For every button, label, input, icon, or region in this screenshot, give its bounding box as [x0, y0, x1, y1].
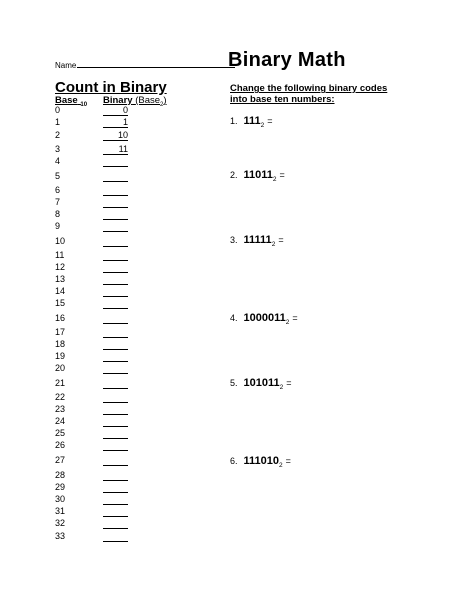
question-number: 1.: [230, 116, 238, 126]
base10-value: 13: [55, 274, 66, 284]
binary-answer-blank[interactable]: 1: [103, 117, 128, 128]
equals-sign: =: [279, 170, 285, 180]
question-item: [230, 115, 273, 129]
question-number: 3.: [230, 235, 238, 245]
change-heading: [230, 83, 387, 105]
base-subscript: 2: [285, 319, 290, 327]
binary-answer-blank[interactable]: [103, 470, 128, 481]
question-number: 6.: [230, 456, 238, 466]
name-blank[interactable]: [77, 59, 235, 68]
binary-answer-blank[interactable]: [103, 416, 128, 427]
binary-code: 11111: [243, 234, 272, 246]
base10-value: 15: [55, 298, 66, 308]
base10-value: 2: [55, 130, 61, 140]
base10-value: 32: [55, 518, 66, 528]
equals-sign: =: [267, 116, 273, 126]
count-heading: Count in Binary: [55, 79, 167, 96]
binary-answer-blank[interactable]: 0: [103, 105, 128, 116]
binary-answer-blank[interactable]: [103, 339, 128, 350]
binary-answer-blank[interactable]: [103, 363, 128, 374]
page-title: Binary Math: [228, 49, 346, 71]
base10-value: 18: [55, 339, 66, 349]
base-subscript: 2: [279, 384, 284, 392]
binary-answer-blank[interactable]: [103, 250, 128, 261]
base10-value: 24: [55, 416, 66, 426]
base10-value: 5: [55, 171, 61, 181]
base10-value: 20: [55, 363, 66, 373]
base10-value: 17: [55, 327, 66, 337]
base10-value: 9: [55, 221, 61, 231]
binary-answer-blank[interactable]: [103, 209, 128, 220]
base10-value: 10: [55, 236, 66, 246]
base-subscript: 2: [271, 241, 276, 249]
binary-code: 11011: [243, 169, 273, 181]
binary-answer-blank[interactable]: [103, 185, 128, 196]
binary-answer-blank[interactable]: 10: [103, 130, 128, 141]
binary-answer-blank[interactable]: [103, 262, 128, 273]
base10-value: 6: [55, 185, 61, 195]
binary-sub: 2: [160, 101, 164, 108]
binary-answer-blank[interactable]: [103, 327, 128, 338]
base10-value: 27: [55, 455, 66, 465]
question-item: [230, 455, 291, 469]
equals-sign: =: [292, 313, 298, 323]
name-label: Name: [55, 61, 77, 70]
base10-value: 30: [55, 494, 66, 504]
question-item: [230, 234, 284, 248]
equals-sign: =: [286, 378, 292, 388]
binary-answer-blank[interactable]: [103, 518, 128, 529]
binary-answer-blank[interactable]: [103, 428, 128, 439]
base10-value: 29: [55, 482, 66, 492]
base10-value: 33: [55, 531, 66, 541]
binary-answer-blank[interactable]: [103, 440, 128, 451]
binary-answer-blank[interactable]: [103, 171, 128, 182]
binary-answer-blank[interactable]: [103, 494, 128, 505]
binary-code: 111010: [243, 455, 280, 467]
question-number: 2.: [230, 170, 238, 180]
binary-answer-blank[interactable]: [103, 236, 128, 247]
question-number: 4.: [230, 313, 238, 323]
base10-value: 21: [55, 378, 66, 388]
base10-value: 3: [55, 144, 61, 154]
binary-answer-blank[interactable]: [103, 455, 128, 466]
binary-answer-blank[interactable]: [103, 482, 128, 493]
base10-value: 25: [55, 428, 66, 438]
binary-answer-blank[interactable]: [103, 221, 128, 232]
base10-sub: 10: [80, 101, 88, 108]
binary-paren: (Base: [135, 95, 161, 106]
binary-answer-blank[interactable]: [103, 378, 128, 389]
base-subscript: 2: [279, 462, 283, 470]
binary-close: ): [163, 95, 167, 106]
name-field[interactable]: [55, 59, 235, 70]
base10-value: 7: [55, 197, 61, 207]
equals-sign: =: [285, 456, 291, 466]
binary-answer-blank[interactable]: [103, 351, 128, 362]
change-heading-line2: into base ten numbers:: [230, 94, 335, 105]
base10-value: 26: [55, 440, 66, 450]
base10-value: 8: [55, 209, 61, 219]
change-heading-line1: Change the following binary codes: [230, 83, 388, 94]
binary-answer-blank[interactable]: [103, 313, 128, 324]
binary-answer-blank[interactable]: [103, 298, 128, 309]
base10-value: 23: [55, 404, 66, 414]
binary-answer-blank[interactable]: [103, 404, 128, 415]
binary-answer-blank[interactable]: [103, 286, 128, 297]
base10-value: 14: [55, 286, 66, 296]
base10-value: 1: [55, 117, 61, 127]
binary-answer-blank[interactable]: [103, 392, 128, 403]
question-item: [230, 169, 285, 183]
binary-code: 111: [243, 115, 261, 127]
binary-answer-blank[interactable]: [103, 197, 128, 208]
question-item: [230, 377, 292, 391]
base10-value: 19: [55, 351, 66, 361]
base10-value: 12: [55, 262, 66, 272]
base10-value: 31: [55, 506, 66, 516]
binary-answer-blank[interactable]: [103, 531, 128, 542]
binary-code: 101011: [243, 377, 280, 389]
binary-answer-blank[interactable]: 11: [103, 144, 128, 155]
base10-value: 28: [55, 470, 66, 480]
equals-sign: =: [278, 235, 284, 245]
binary-code: 1000011: [243, 312, 286, 324]
base10-label: Base: [55, 95, 78, 106]
binary-answer-blank[interactable]: [103, 506, 128, 517]
base-subscript: 2: [272, 176, 277, 184]
question-number: 5.: [230, 378, 238, 388]
base10-value: 11: [55, 250, 65, 260]
base10-value: 4: [55, 156, 61, 166]
base10-value: 0: [55, 105, 61, 115]
binary-label: Binary: [103, 95, 133, 106]
binary-answer-blank[interactable]: [103, 156, 128, 167]
question-item: [230, 312, 298, 326]
base10-value: 16: [55, 313, 66, 323]
binary-answer-blank[interactable]: [103, 274, 128, 285]
base-subscript: 2: [260, 122, 265, 130]
base10-value: 22: [55, 392, 66, 402]
